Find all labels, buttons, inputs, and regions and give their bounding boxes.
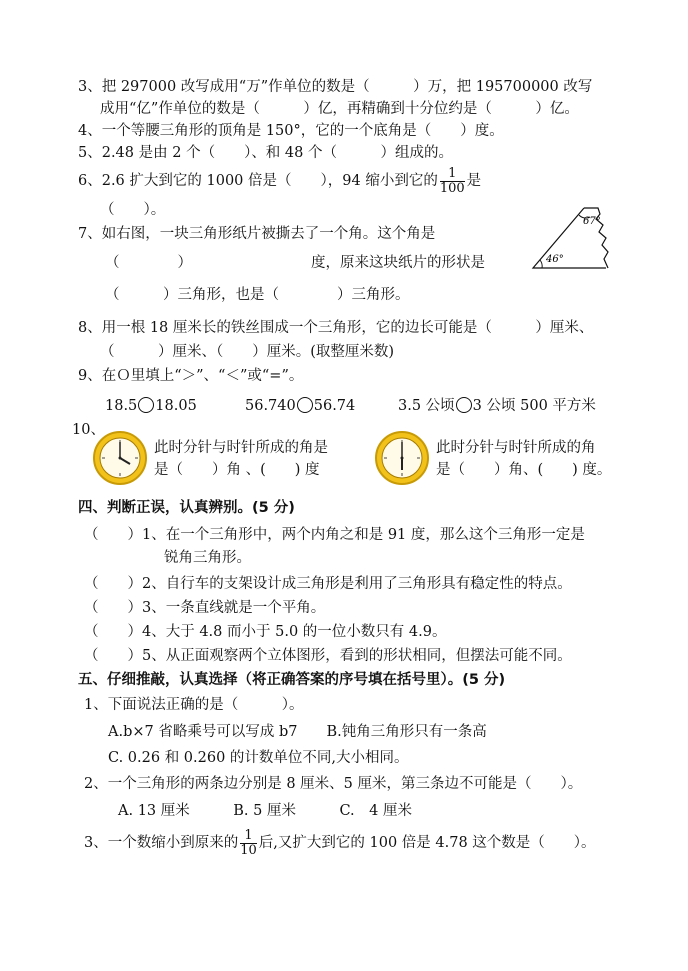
compare-circle[interactable] (297, 397, 313, 413)
q9-item-3-left: 3.5 公顷 (398, 398, 455, 414)
clock1-line2: 是（ ）角 、( ) 度 (154, 462, 320, 478)
q3-line2: 成用“亿”作单位的数是（ ）亿，再精确到十分位约是（ ）亿。 (100, 101, 579, 117)
choice-q3 (84, 826, 596, 860)
q6-frac-den: 100 (439, 180, 465, 196)
section5-title: 五、仔细推敲，认真选择（将正确答案的序号填在括号里）。(5 分) (78, 672, 506, 688)
q9-item-2 (245, 396, 355, 416)
clock1-line1: 此时分针与时针所成的角是 (154, 440, 328, 456)
compare-circle[interactable] (138, 397, 154, 413)
angle-46-label: 46° (546, 254, 564, 265)
judge-item-1: （ ）1、在一个三角形中，两个内角之和是 91 度，那么这个三角形一定是 (84, 527, 585, 543)
choice-q1-option-c: C. 0.26 和 0.260 的计数单位不同,大小相同。 (108, 750, 409, 766)
clock-4-oclock-icon (92, 430, 148, 486)
q6-line2: （ ）。 (100, 202, 166, 218)
compare-circle[interactable] (456, 397, 472, 413)
judge-item-1-cont: 锐角三角形。 (164, 550, 251, 566)
q7-line2a: （ ） (105, 255, 192, 271)
choice-q3-frac-den: 10 (240, 842, 257, 858)
q9-title: 9、在Ｏ里填上“＞”、“＜”或“=”。 (78, 368, 304, 384)
q9-item-3-right: 3 公顷 500 平方米 (472, 398, 596, 414)
choice-q3-text-b: 后,又扩大到它的 100 倍是 4.78 这个数是（ ）。 (258, 835, 596, 851)
q6-frac-num: 1 (440, 167, 465, 182)
q6-text-b: 是 (466, 173, 482, 189)
clock2-line2: 是（ ）角、( ) 度。 (436, 462, 612, 478)
q9-item-2-left: 56.740 (245, 398, 296, 414)
judge-item-3: （ ）3、一条直线就是一个平角。 (84, 600, 326, 616)
clock2-line1: 此时分针与时针所成的角 (436, 440, 596, 456)
choice-q2-options: A. 13 厘米 B. 5 厘米 C. 4 厘米 (118, 803, 412, 819)
clock-6-oclock-icon (374, 430, 430, 486)
q8-line1: 8、用一根 18 厘米长的铁丝围成一个三角形，它的边长可能是（ ）厘米、 (78, 320, 594, 336)
q9-item-3 (398, 396, 596, 416)
q3-line1: 3、把 297000 改写成用“万”作单位的数是（ ）万，把 195700000 改写 (78, 79, 593, 95)
section4-title: 四、判断正误，认真辨别。(5 分) (78, 500, 295, 516)
choice-q1-options-ab: A.b×7 省略乘号可以写成 b7 B.钝角三角形只有一条高 (108, 724, 487, 740)
choice-q1: 1、下面说法正确的是（ ）。 (84, 697, 304, 713)
q6-fraction (440, 167, 465, 196)
choice-q3-fraction (240, 829, 257, 858)
q4: 4、一个等腰三角形的顶角是 150°，它的一个底角是（ ）度。 (78, 123, 504, 139)
q9-item-1-right: 18.05 (155, 398, 197, 414)
q9-item-1-left: 18.5 (105, 398, 138, 414)
q6-text-a: 6、2.6 扩大到它的 1000 倍是（ ），94 缩小到它的 (78, 173, 438, 189)
q6-line1 (78, 164, 481, 198)
q5: 5、2.48 是由 2 个（ ）、和 48 个（ ）组成的。 (78, 145, 453, 161)
q7-line1: 7、如右图，一块三角形纸片被撕去了一个角。这个角是 (78, 226, 436, 242)
choice-q2: 2、一个三角形的两条边分别是 8 厘米、5 厘米，第三条边不可能是（ ）。 (84, 776, 583, 792)
judge-item-4: （ ）4、大于 4.8 而小于 5.0 的一位小数只有 4.9。 (84, 624, 447, 640)
q10-label: 10、 (72, 422, 105, 438)
torn-triangle-figure (528, 205, 624, 271)
q9-item-1 (105, 396, 197, 416)
angle-67-label: 67° (583, 216, 601, 227)
q9-item-2-right: 56.74 (313, 398, 356, 414)
q8-line2: （ ）厘米、（ ）厘米。(取整厘米数) (100, 344, 395, 360)
choice-q3-text-a: 3、一个数缩小到原来的 (84, 835, 239, 851)
judge-item-5: （ ）5、从正面观察两个立体图形，看到的形状相同，但摆法可能不同。 (84, 648, 572, 664)
q7-line3: （ ）三角形，也是（ ）三角形。 (105, 287, 410, 303)
judge-item-2: （ ）2、自行车的支架设计成三角形是利用了三角形具有稳定性的特点。 (84, 576, 572, 592)
choice-q3-frac-num: 1 (240, 829, 257, 844)
q7-line2b: 度，原来这块纸片的形状是 (311, 255, 485, 271)
